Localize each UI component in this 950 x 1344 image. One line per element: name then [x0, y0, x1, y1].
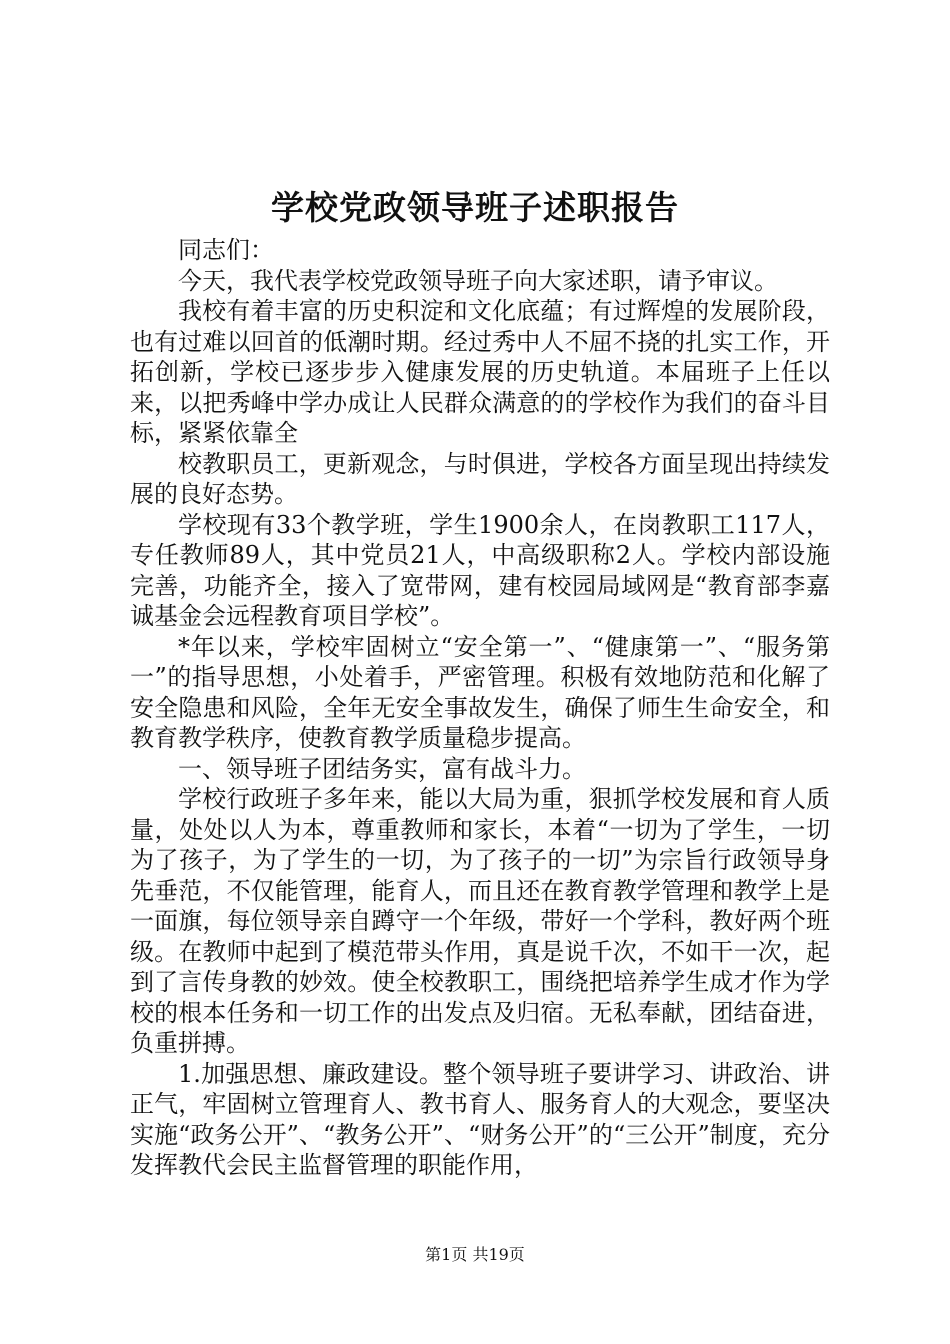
paragraph: 1.加强思想、廉政建设。整个领导班子要讲学习、讲政治、讲正气，牢固树立管理育人、教书育人、服务育人的大观念，要坚决实施“政务公开”、“教务公开”、“财务公开”的“三公开”制度，充分发挥教代会民主监督管理的职能作用，: [130, 1059, 830, 1179]
page-footer: 第1页 共19页: [425, 1245, 525, 1264]
paragraph: 今天，我代表学校党政领导班子向大家述职，请予审议。: [178, 266, 778, 295]
document-body: [130, 235, 830, 1181]
document-title: 学校党政领导班子述职报告: [271, 188, 679, 227]
paragraph: *年以来，学校牢固树立“安全第一”、“健康第一”、“服务第一”的指导思想，小处着手，严密管理。积极有效地防范和化解了安全隐患和风险，全年无安全事故发生，确保了师生生命安全，和教育教学秩序，使教育教学质量稳步提高。: [130, 632, 830, 752]
salutation: 同志们：: [178, 236, 274, 264]
paragraph: 校教职员工，更新观念，与时俱进，学校各方面呈现出持续发展的良好态势。: [130, 449, 830, 508]
section-heading: 一、领导班子团结务实，富有战斗力。: [178, 754, 586, 783]
paragraph: 我校有着丰富的历史积淀和文化底蕴；有过辉煌的发展阶段，也有过难以回首的低潮时期。经过秀中人不屈不挠的扎实工作，开拓创新，学校已逐步步入健康发展的历史轨道。本届班子上任以来，以把秀峰中学办成让人民群众满意的的学校作为我们的奋斗目标，紧紧依靠全: [130, 297, 830, 447]
paragraph: 学校现有33个教学班，学生1900余人，在岗教职工117人，专任教师89人，其中党员21人，中高级职称2人。学校内部设施完善，功能齐全，接入了宽带网，建有校园局域网是“教育部李嘉诚基金会远程教育项目学校”。: [130, 510, 830, 630]
paragraph: 学校行政班子多年来，能以大局为重，狠抓学校发展和育人质量，处处以人为本，尊重教师和家长，本着“一切为了学生，一切为了孩子，为了学生的一切，为了孩子的一切”为宗旨行政领导身先垂范，不仅能管理，能育人，而且还在教育教学管理和教学上是一面旗，每位领导亲自蹲守一个年级，带好一个学科，教好两个班级。在教师中起到了模范带头作用，真是说千次，不如干一次，起到了言传身教的妙效。使全校教职工，围绕把培养学生成才作为学校的根本任务和一切工作的出发点及归宿。无私奉献，团结奋进，负重拼搏。: [130, 785, 830, 1057]
